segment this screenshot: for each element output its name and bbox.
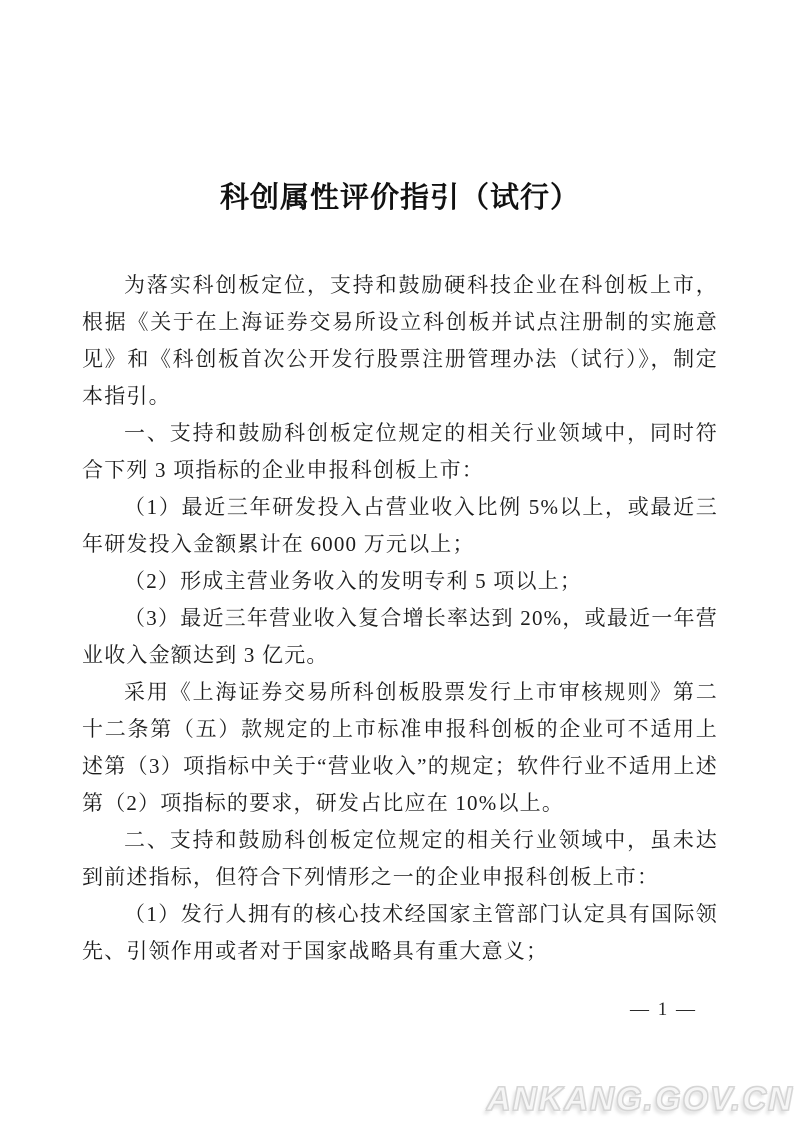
- page-number: — 1 —: [630, 999, 697, 1020]
- paragraph-intro: 为落实科创板定位，支持和鼓励硬科技企业在科创板上市，根据《关于在上海证券交易所设立科创板并试点注册制的实施意见》和《科创板首次公开发行股票注册管理办法（试行）》，制定本指引。: [82, 273, 718, 408]
- paragraph-section-2: 二、支持和鼓励科创板定位规定的相关行业领域中，虽未达到前述指标，但符合下列情形之一的企业申报科创板上市：: [82, 828, 718, 889]
- document-title: 科创属性评价指引（试行）: [219, 182, 580, 214]
- paragraph-item-1-2: （2）形成主营业务收入的发明专利 5 项以上；: [124, 569, 583, 593]
- paragraph-item-1-1: （1）最近三年研发投入占营业收入比例 5%以上，或最近三年研发投入金额累计在 6000 万元以上；: [82, 495, 718, 556]
- paragraph-item-2-1: （1）发行人拥有的核心技术经国家主管部门认定具有国际领先、引领作用或者对于国家战略具有重大意义；: [82, 902, 718, 963]
- paragraph-section-1: 一、支持和鼓励科创板定位规定的相关行业领域中，同时符合下列 3 项指标的企业申报科创板上市：: [82, 421, 718, 482]
- watermark-ankang-gov-cn: ANKANG.GOV.CN: [486, 1080, 794, 1117]
- paragraph-exception-rule: 采用《上海证券交易所科创板股票发行上市审核规则》第二十二条第（五）款规定的上市标准申报科创板的企业可不适用上述第（3）项指标中关于“营业收入”的规定；软件行业不适用上述第（2）项指标的要求，研发占比应在 10%以上。: [82, 680, 718, 815]
- paragraph-item-1-3: （3）最近三年营业收入复合增长率达到 20%，或最近一年营业收入金额达到 3 亿元。: [82, 606, 718, 667]
- document-body: [82, 267, 718, 970]
